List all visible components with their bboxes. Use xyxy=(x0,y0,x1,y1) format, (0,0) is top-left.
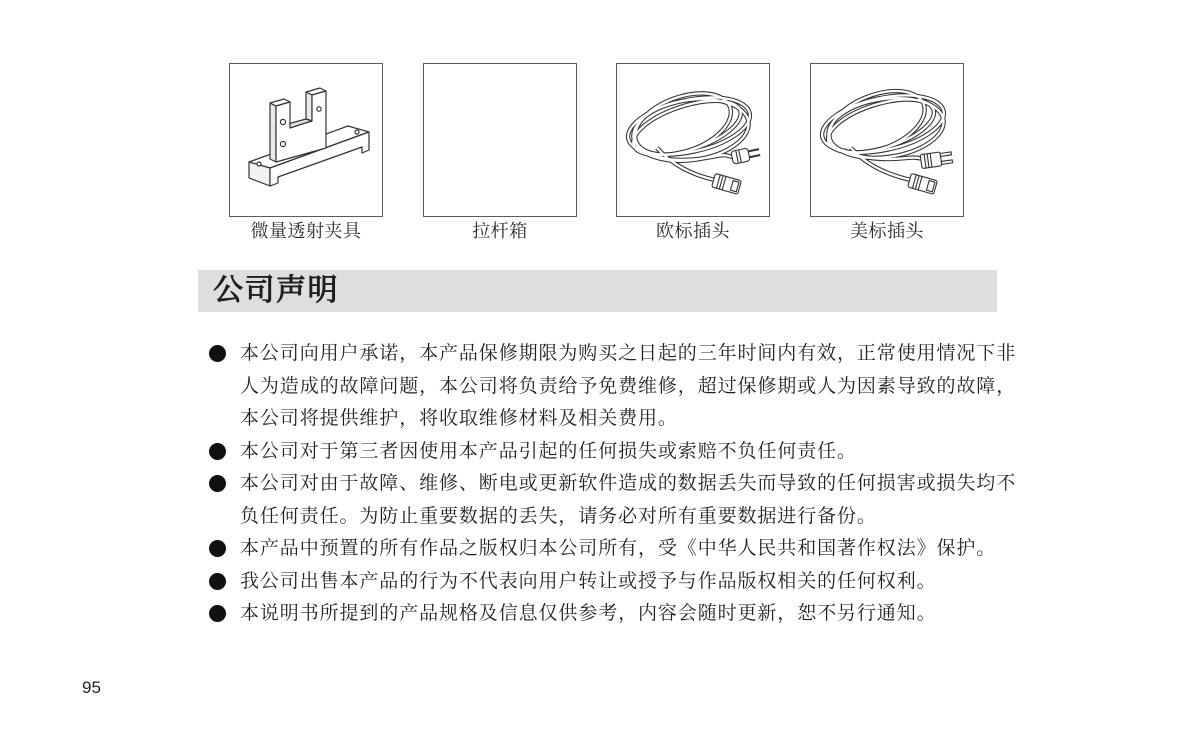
statement-line: 我公司出售本产品的行为不代表向用户转让或授予与作品版权相关的任何权利。 xyxy=(240,569,937,592)
statement-line: 本说明书所提到的产品规格及信息仅供参考，内容会随时更新，恕不另行通知。 xyxy=(240,602,937,624)
section-header-band xyxy=(198,270,997,312)
product-caption-us-cord: 美标插头 xyxy=(850,221,924,242)
statement-line: 本产品中预置的所有作品之版权归本公司所有，受《中华人民共和国著作权法》保护。 xyxy=(240,537,997,559)
eu-power-cord-icon xyxy=(617,64,769,216)
product-caption-eu-cord: 欧标插头 xyxy=(656,221,730,242)
statement-item xyxy=(206,565,1006,598)
bullet-icon xyxy=(209,540,226,557)
product-image-frame-fixture xyxy=(229,63,383,217)
bullet-icon xyxy=(209,605,226,622)
page-number: 95 xyxy=(82,678,101,697)
statement-line: 负任何责任。为防止重要数据的丢失，请务必对所有重要数据进行备份。 xyxy=(240,504,877,527)
product-caption-fixture: 微量透射夹具 xyxy=(250,221,362,242)
statement-item xyxy=(206,435,1006,468)
product-image-frame-eu-cord xyxy=(616,63,770,217)
transmission-fixture-icon xyxy=(230,64,382,216)
statement-line: 本公司对由于故障、维修、断电或更新软件造成的数据丢失而导致的任何损害或损失均不 xyxy=(240,472,1017,494)
section-title: 公司声明 xyxy=(213,273,339,308)
statement-item xyxy=(206,597,1006,630)
product-image-frame-trolley-case xyxy=(423,63,577,217)
statement-line: 本公司对于第三者因使用本产品引起的任何损失或索赔不负任何责任。 xyxy=(240,439,857,462)
bullet-icon xyxy=(209,345,226,362)
statement-line: 本公司将提供维护，将收取维修材料及相关费用。 xyxy=(240,407,678,429)
bullet-icon xyxy=(209,573,226,590)
bullet-icon xyxy=(209,475,226,492)
statement-item xyxy=(206,337,1017,435)
us-power-cord-icon xyxy=(811,64,963,216)
statement-line: 本公司向用户承诺，本产品保修期限为购买之日起的三年时间内有效，正常使用情况下非 xyxy=(240,342,1017,364)
product-image-frame-us-cord xyxy=(810,63,964,217)
statement-list xyxy=(206,337,1017,630)
statement-item xyxy=(206,467,1017,532)
statement-line: 人为造成的故障问题，本公司将负责给予免费维修，超过保修期或人为因素导致的故障， xyxy=(240,374,1017,397)
bullet-icon xyxy=(209,443,226,460)
statement-item xyxy=(206,532,1006,565)
product-caption-trolley-case: 拉杆箱 xyxy=(472,221,528,242)
